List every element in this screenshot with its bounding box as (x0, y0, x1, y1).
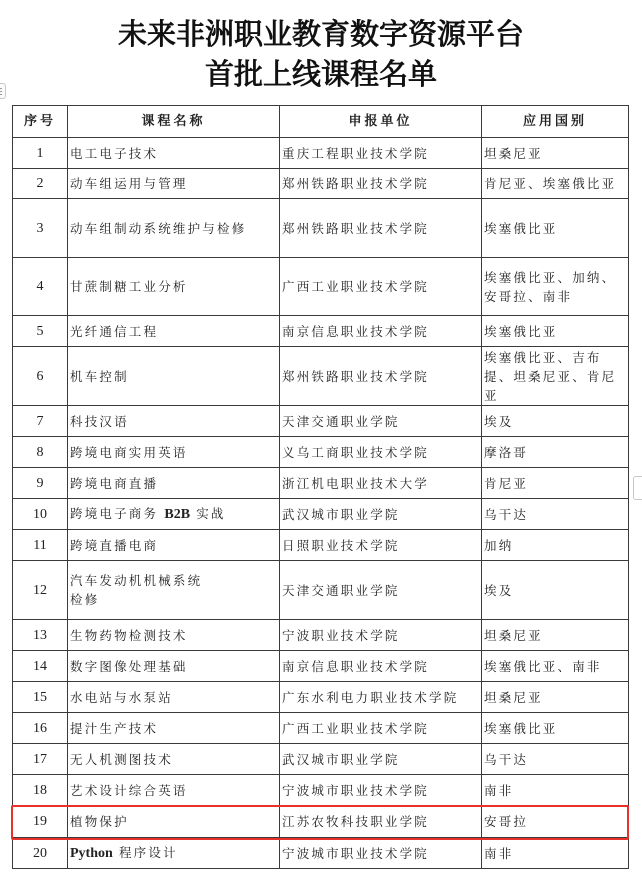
cell-countries: 肯尼亚 (482, 468, 629, 499)
cell-serial-number: 1 (13, 138, 68, 169)
cell-serial-number: 6 (13, 347, 68, 406)
table-row (13, 651, 629, 682)
cell-applying-unit: 义乌工商职业技术学院 (280, 437, 482, 468)
cell-serial-number: 11 (13, 530, 68, 561)
cell-serial-number: 4 (13, 258, 68, 316)
cell-course-name: 机车控制 (68, 347, 280, 406)
cell-course-name (68, 561, 280, 620)
cell-countries: 埃塞俄比亚 (482, 316, 629, 347)
cell-serial-number: 18 (13, 775, 68, 806)
table-row (13, 138, 629, 169)
cell-countries: 坦桑尼亚 (482, 682, 629, 713)
course-name-latin: Python (70, 846, 113, 861)
header-applying-unit: 申报单位 (280, 106, 482, 138)
table-row (13, 713, 629, 744)
cell-serial-number: 5 (13, 316, 68, 347)
course-name-line: 检修 (70, 592, 100, 607)
cell-course-name: 动车组制动系统维护与检修 (68, 199, 280, 258)
cell-course-name (68, 499, 280, 530)
table-row (13, 561, 629, 620)
course-name-part: 跨境电子商务 (70, 506, 165, 521)
document-title-line1: 未来非洲职业教育数字资源平台 (117, 17, 524, 51)
cell-applying-unit: 宁波城市职业技术学院 (280, 838, 482, 869)
cell-course-name (68, 838, 280, 869)
cell-applying-unit: 广西工业职业技术学院 (280, 258, 482, 316)
cell-course-name: 艺术设计综合英语 (68, 775, 280, 806)
table-row (13, 347, 629, 406)
header-countries: 应用国别 (482, 106, 629, 138)
cell-applying-unit: 江苏农牧科技职业学院 (280, 806, 482, 838)
cell-applying-unit: 南京信息职业技术学院 (280, 316, 482, 347)
document-title-line2: 首批上线课程名单 (204, 57, 437, 91)
table-row (13, 620, 629, 651)
cell-course-name: 动车组运用与管理 (68, 169, 280, 199)
cell-countries: 摩洛哥 (482, 437, 629, 468)
table-handle-icon[interactable] (0, 83, 6, 99)
cell-serial-number: 16 (13, 713, 68, 744)
cell-serial-number: 17 (13, 744, 68, 775)
table-row (13, 169, 629, 199)
cell-course-name: 水电站与水泵站 (68, 682, 280, 713)
cell-countries: 肯尼亚、埃塞俄比亚 (482, 169, 629, 199)
cell-course-name: 跨境电商直播 (68, 468, 280, 499)
cell-countries: 坦桑尼亚 (482, 138, 629, 169)
cell-serial-number: 2 (13, 169, 68, 199)
cell-serial-number: 13 (13, 620, 68, 651)
side-panel-toggle-icon[interactable] (633, 476, 642, 500)
cell-applying-unit: 武汉城市职业学院 (280, 499, 482, 530)
table-row (13, 744, 629, 775)
cell-applying-unit: 宁波城市职业技术学院 (280, 775, 482, 806)
cell-course-name: 甘蔗制糖工业分析 (68, 258, 280, 316)
cell-applying-unit: 郑州铁路职业技术学院 (280, 347, 482, 406)
cell-countries: 乌干达 (482, 499, 629, 530)
cell-course-name: 科技汉语 (68, 406, 280, 437)
cell-countries: 南非 (482, 775, 629, 806)
cell-serial-number: 12 (13, 561, 68, 620)
cell-serial-number: 15 (13, 682, 68, 713)
cell-countries: 埃及 (482, 406, 629, 437)
course-name-part: 程序设计 (112, 845, 178, 860)
cell-applying-unit: 南京信息职业技术学院 (280, 651, 482, 682)
cell-countries: 乌干达 (482, 744, 629, 775)
table-row (13, 775, 629, 806)
cell-countries: 埃塞俄比亚 (482, 713, 629, 744)
header-course-name: 课程名称 (68, 106, 280, 138)
cell-countries: 坦桑尼亚 (482, 620, 629, 651)
header-serial-number: 序号 (13, 106, 68, 138)
cell-applying-unit: 郑州铁路职业技术学院 (280, 169, 482, 199)
course-name-latin: B2B (164, 507, 191, 522)
table-row (13, 199, 629, 258)
cell-countries: 埃塞俄比亚、南非 (482, 651, 629, 682)
cell-course-name: 光纤通信工程 (68, 316, 280, 347)
cell-serial-number: 14 (13, 651, 68, 682)
cell-course-name: 电工电子技术 (68, 138, 280, 169)
cell-countries: 加纳 (482, 530, 629, 561)
cell-course-name: 生物药物检测技术 (68, 620, 280, 651)
cell-applying-unit: 天津交通职业学院 (280, 561, 482, 620)
cell-applying-unit: 武汉城市职业学院 (280, 744, 482, 775)
cell-countries: 安哥拉 (482, 806, 629, 838)
cell-countries: 埃及 (482, 561, 629, 620)
table-row-highlighted (13, 806, 629, 838)
cell-course-name: 植物保护 (68, 806, 280, 838)
cell-course-name: 数字图像处理基础 (68, 651, 280, 682)
cell-countries: 埃塞俄比亚、吉布提、坦桑尼亚、肯尼亚 (482, 347, 629, 406)
table-row (13, 406, 629, 437)
table-row (13, 838, 629, 869)
cell-course-name: 提汁生产技术 (68, 713, 280, 744)
cell-course-name: 跨境直播电商 (68, 530, 280, 561)
cell-applying-unit: 日照职业技术学院 (280, 530, 482, 561)
cell-countries: 埃塞俄比亚 (482, 199, 629, 258)
cell-countries: 南非 (482, 838, 629, 869)
cell-applying-unit: 重庆工程职业技术学院 (280, 138, 482, 169)
course-list-table (12, 105, 629, 869)
table-header-row (13, 106, 629, 138)
cell-countries: 埃塞俄比亚、加纳、安哥拉、南非 (482, 258, 629, 316)
cell-applying-unit: 天津交通职业学院 (280, 406, 482, 437)
cell-serial-number: 19 (13, 806, 68, 838)
cell-serial-number: 9 (13, 468, 68, 499)
cell-serial-number: 7 (13, 406, 68, 437)
table-row (13, 437, 629, 468)
cell-serial-number: 3 (13, 199, 68, 258)
cell-serial-number: 20 (13, 838, 68, 869)
table-row (13, 258, 629, 316)
cell-course-name: 跨境电商实用英语 (68, 437, 280, 468)
table-row (13, 316, 629, 347)
table-row (13, 499, 629, 530)
table-row (13, 530, 629, 561)
cell-applying-unit: 广东水利电力职业技术学院 (280, 682, 482, 713)
menu-lines-icon (0, 88, 2, 95)
cell-serial-number: 10 (13, 499, 68, 530)
cell-applying-unit: 郑州铁路职业技术学院 (280, 199, 482, 258)
cell-course-name: 无人机测图技术 (68, 744, 280, 775)
cell-applying-unit: 浙江机电职业技术大学 (280, 468, 482, 499)
table-row (13, 682, 629, 713)
cell-serial-number: 8 (13, 437, 68, 468)
table-row (13, 468, 629, 499)
cell-applying-unit: 广西工业职业技术学院 (280, 713, 482, 744)
cell-applying-unit: 宁波职业技术学院 (280, 620, 482, 651)
course-name-line: 汽车发动机机械系统 (70, 573, 203, 588)
course-name-part: 实战 (190, 506, 226, 521)
